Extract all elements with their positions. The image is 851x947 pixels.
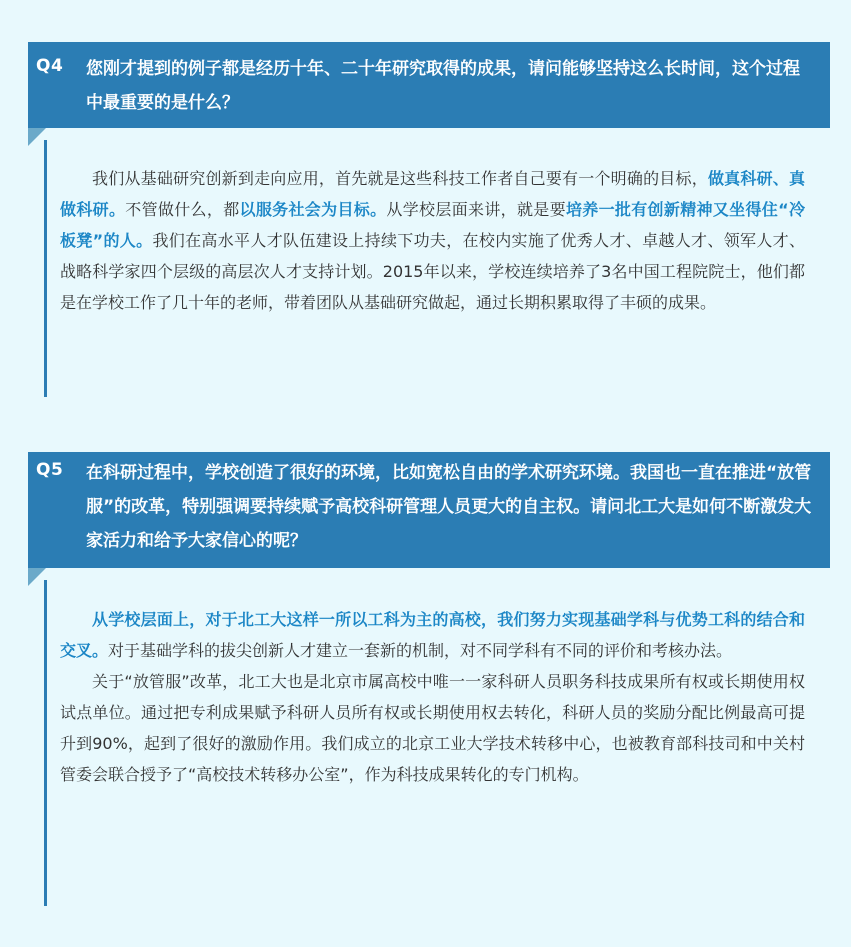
answer-q5-paragraph-2: 关于“放管服”改革，北工大也是北京市属高校中唯一一家科研人员职务科技成果所有权或长期使用权试点单位。通过把专利成果赋予科研人员所有权或长期使用权去转化，科研人员的奖励分配比例最高可提升到90%，起到了很好的激励作用。我们成立的北京工业大学技术转移中心，也被教育部科技司和中关村管委会联合授予了“高校技术转移办公室”，作为科技成果转化的专门机构。 [60, 672, 805, 784]
answer-q4-highlight-1: 做真科研、真做科研。 [60, 169, 805, 219]
answer-line-q5 [44, 580, 47, 906]
answer-q4-highlight-3: 培养一批有创新精神又坐得住“冷板凳”的人。 [60, 200, 805, 250]
answer-q5-paragraph-1 [60, 604, 805, 666]
answer-q4-text-1: 我们从基础研究创新到走向应用，首先就是这些科技工作者自己要有一个明确的目标， [92, 169, 708, 188]
question-tag-q4: Q4 [36, 56, 64, 76]
answer-q4-paragraph [60, 163, 805, 318]
question-tag-q5: Q5 [36, 460, 64, 480]
answer-q5-highlight-1: 从学校层面上，对于北工大这样一所以工科为主的高校，我们努力实现基础学科与优势工科的结合和交叉。 [60, 610, 805, 660]
question-bar-q5 [28, 452, 830, 568]
question-text-q5: 在科研过程中，学校创造了很好的环境，比如宽松自由的学术研究环境。我国也一直在推进“放管服”的改革，特别强调要持续赋予高校科研管理人员更大的自主权。请问北工大是如何不断激发大家活力和给予大家信心的呢？ [86, 463, 812, 551]
answer-line-q4 [44, 140, 47, 397]
answer-q4-text-4: 我们在高水平人才队伍建设上持续下功夫，在校内实施了优秀人才、卓越人才、领军人才、战略科学家四个层级的高层次人才支持计划。2015年以来，学校连续培养了3名中国工程院院士，他们都是在学校工作了几十年的老师，带着团队从基础研究做起，通过长期积累取得了丰硕的成果。 [60, 231, 805, 312]
answer-q4-highlight-2: 以服务社会为目标。 [239, 200, 387, 219]
question-text-q4: 您刚才提到的例子都是经历十年、二十年研究取得的成果，请问能够坚持这么长时间，这个过程中最重要的是什么？ [86, 59, 800, 113]
answer-q4 [60, 163, 805, 318]
question-bar-q4 [28, 42, 830, 128]
answer-q5-text-1: 对于基础学科的拔尖创新人才建立一套新的机制，对不同学科有不同的评价和考核办法。 [108, 641, 733, 660]
answer-q4-text-3: 从学校层面来讲，就是要 [386, 200, 566, 219]
answer-q4-text-2: 不管做什么，都 [125, 200, 240, 219]
answer-q5 [60, 604, 805, 790]
